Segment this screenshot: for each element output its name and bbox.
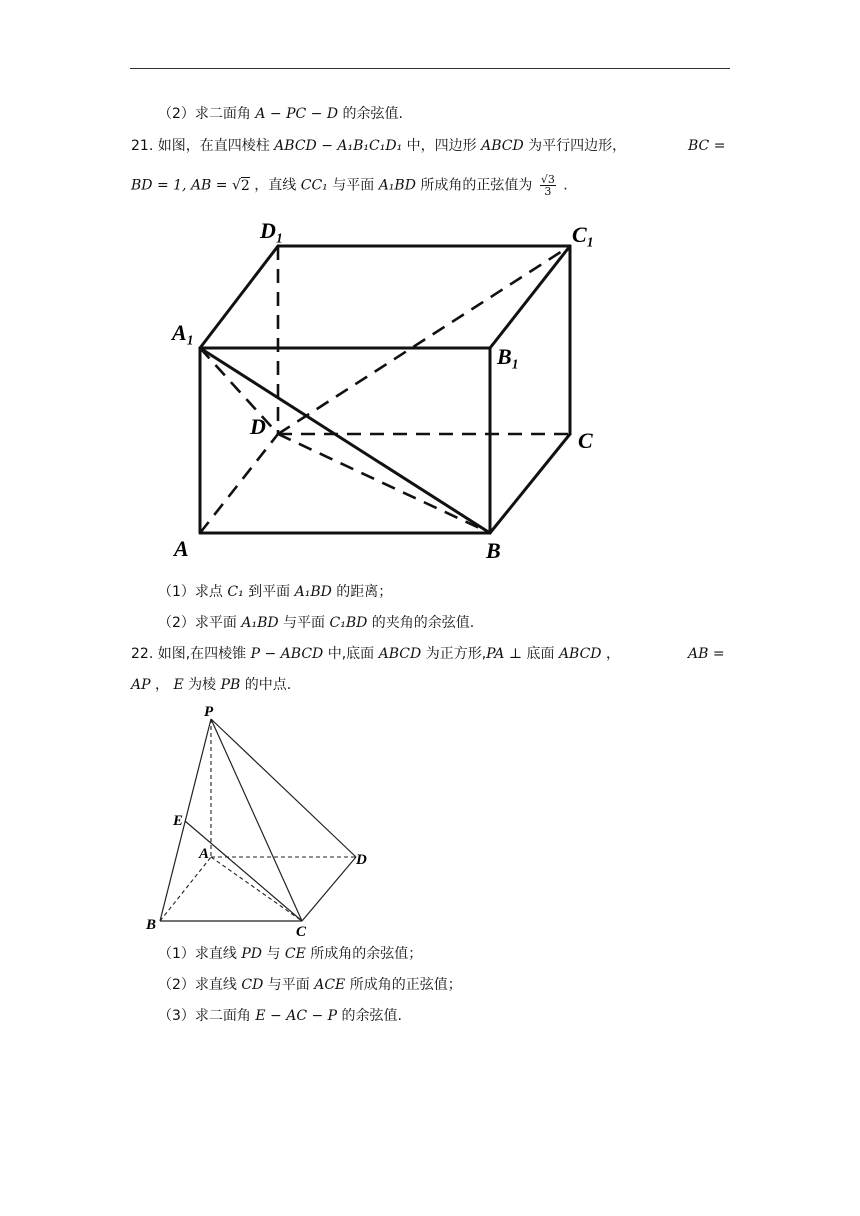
figure-prism — [160, 210, 620, 570]
problem-21-line-2: BD = 1, AB = √2 ，直线 CC₁ 与平面 A₁BD 所成角的正弦值为 $\frac{√3}{3}$ . — [131, 173, 568, 198]
fraction-sqrt3-over-3: $\frac{√3}{3}$ — [540, 173, 555, 198]
label-B: B — [486, 538, 501, 563]
figure-pyramid — [140, 698, 380, 938]
label-B: B — [146, 917, 157, 933]
label-D1: D₁ — [260, 218, 284, 243]
problem-22-question-3: （3）求二面角 E − AC − P 的余弦值. — [158, 1008, 402, 1024]
prev-question-2: （2）求二面角 A − PC − D 的余弦值. — [158, 106, 403, 122]
problem-21-line-1-end: BC = — [688, 138, 726, 154]
label-E: E — [173, 813, 184, 829]
problem-21-question-2: （2）求平面 A₁BD 与平面 C₁BD 的夹角的余弦值. — [158, 615, 475, 631]
header-rule — [130, 68, 730, 69]
label-A: A — [174, 536, 189, 561]
problem-21-question-1: （1）求点 C₁ 到平面 A₁BD 的距离； — [158, 584, 393, 600]
problem-22-question-2: （2）求直线 CD 与平面 ACE 所成角的正弦值； — [158, 977, 462, 993]
problem-22-line-1-end: AB = — [688, 646, 725, 662]
problem-22-line-2: AP ， E 为棱 PB 的中点. — [131, 677, 292, 693]
label-P: P — [204, 704, 214, 720]
label-A1: A₁ — [172, 320, 195, 345]
label-A: A — [199, 846, 210, 862]
problem-22-question-1: （1）求直线 PD 与 CE 所成角的余弦值； — [158, 946, 423, 962]
label-D: D — [356, 852, 367, 868]
label-C: C — [578, 428, 593, 453]
problem-21-line-1: 21. 如图，在直四棱柱 ABCD − A₁B₁C₁D₁ 中，四边形 ABCD 为平行四边形， — [131, 138, 627, 154]
label-C1: C₁ — [572, 222, 595, 247]
problem-22-line-1: 22. 如图,在四棱锥 P − ABCD 中,底面 ABCD 为正方形,PA ⊥ 底面 ABCD ， — [131, 646, 620, 662]
label-D: D — [250, 414, 266, 439]
label-B1: B₁ — [497, 344, 520, 369]
label-C: C — [296, 924, 307, 938]
